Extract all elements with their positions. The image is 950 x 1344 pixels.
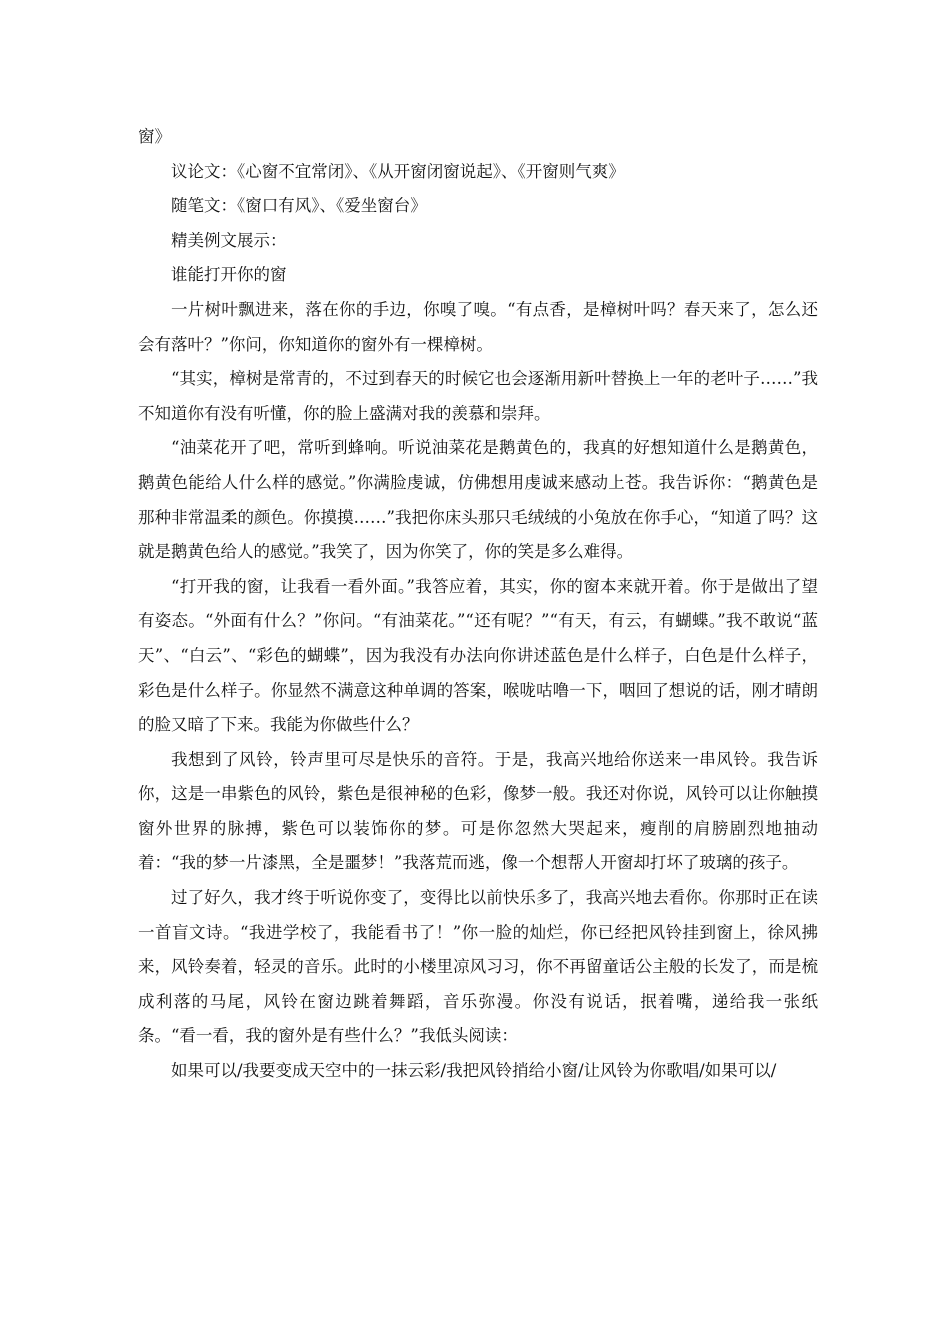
document-body: [138, 120, 818, 1089]
paragraph: 精美例文展示：: [171, 230, 287, 250]
paragraph: 一片树叶飘进来，落在你的手边，你嗅了嗅。“有点香，是樟树叶吗？春天来了，怎么还会有落叶？”你问，你知道你的窗外有一棵樟树。: [138, 299, 818, 354]
paragraph: 谁能打开你的窗: [171, 265, 287, 285]
paragraph: 过了好久，我才终于听说你变了，变得比以前快乐多了，我高兴地去看你。你那时正在读一首盲文诗。“我进学校了，我能看书了！”你一脸的灿烂，你已经把风铃挂到窗上，徐风拂来，风铃奏着，轻灵的音乐。此时的小楼里凉风习习，你不再留童话公主般的长发了，而是梳成利落的马尾，风铃在窗边跳着舞蹈，音乐弥漫。你没有说话，抿着嘴，递给我一张纸条。“看一看，我的窗外是有些什么？”我低头阅读：: [138, 888, 818, 1046]
paragraph: “油菜花开了吧，常听到蜂响。听说油菜花是鹅黄色的，我真的好想知道什么是鹅黄色，鹅黄色能给人什么样的感觉。”你满脸虔诚，仿佛想用虔诚来感动上苍。我告诉你：“鹅黄色是那种非常温柔的颜色。你摸摸……”我把你床头那只毛绒绒的小兔放在你手心，“知道了吗？这就是鹅黄色给人的感觉。”我笑了，因为你笑了，你的笑是多么难得。: [138, 438, 818, 562]
paragraph: 随笔文：《窗口有风》、《爱坐窗台》: [171, 196, 427, 216]
paragraph: 我想到了风铃，铃声里可尽是快乐的音符。于是，我高兴地给你送来一串风铃。我告诉你，这是一串紫色的风铃，紫色是很神秘的色彩，像梦一般。我还对你说，风铃可以让你触摸窗外世界的脉搏，紫色可以装饰你的梦。可是你忽然大哭起来，瘦削的肩膀剧烈地抽动着：“我的梦一片漆黑，全是噩梦！”我落荒而逃，像一个想帮人开窗却打坏了玻璃的孩子。: [138, 749, 818, 873]
paragraph: 议论文：《心窗不宜常闭》、《从开窗闭窗说起》、《开窗则气爽》: [171, 161, 625, 181]
paragraph: 如果可以/我要变成天空中的一抹云彩/我把风铃捎给小窗/让风铃为你歌唱/如果可以/: [171, 1061, 777, 1081]
paragraph: 窗》: [138, 127, 171, 146]
paragraph: “打开我的窗，让我看一看外面。”我答应着，其实，你的窗本来就开着。你于是做出了望有姿态。“外面有什么？”你问。“有油菜花。”“还有呢？”“有天，有云，有蝴蝶。”我不敢说“蓝天”、“白云”、“彩色的蝴蝶”，因为我没有办法向你讲述蓝色是什么样子，白色是什么样子，彩色是什么样子。你显然不满意这种单调的答案，喉咙咕噜一下，咽回了想说的话，刚才晴朗的脸又暗了下来。我能为你做些什么？: [138, 576, 818, 735]
paragraph: “其实，樟树是常青的，不过到春天的时候它也会逐渐用新叶替换上一年的老叶子……”我不知道你有没有听懂，你的脸上盛满对我的羡慕和崇拜。: [138, 369, 818, 423]
